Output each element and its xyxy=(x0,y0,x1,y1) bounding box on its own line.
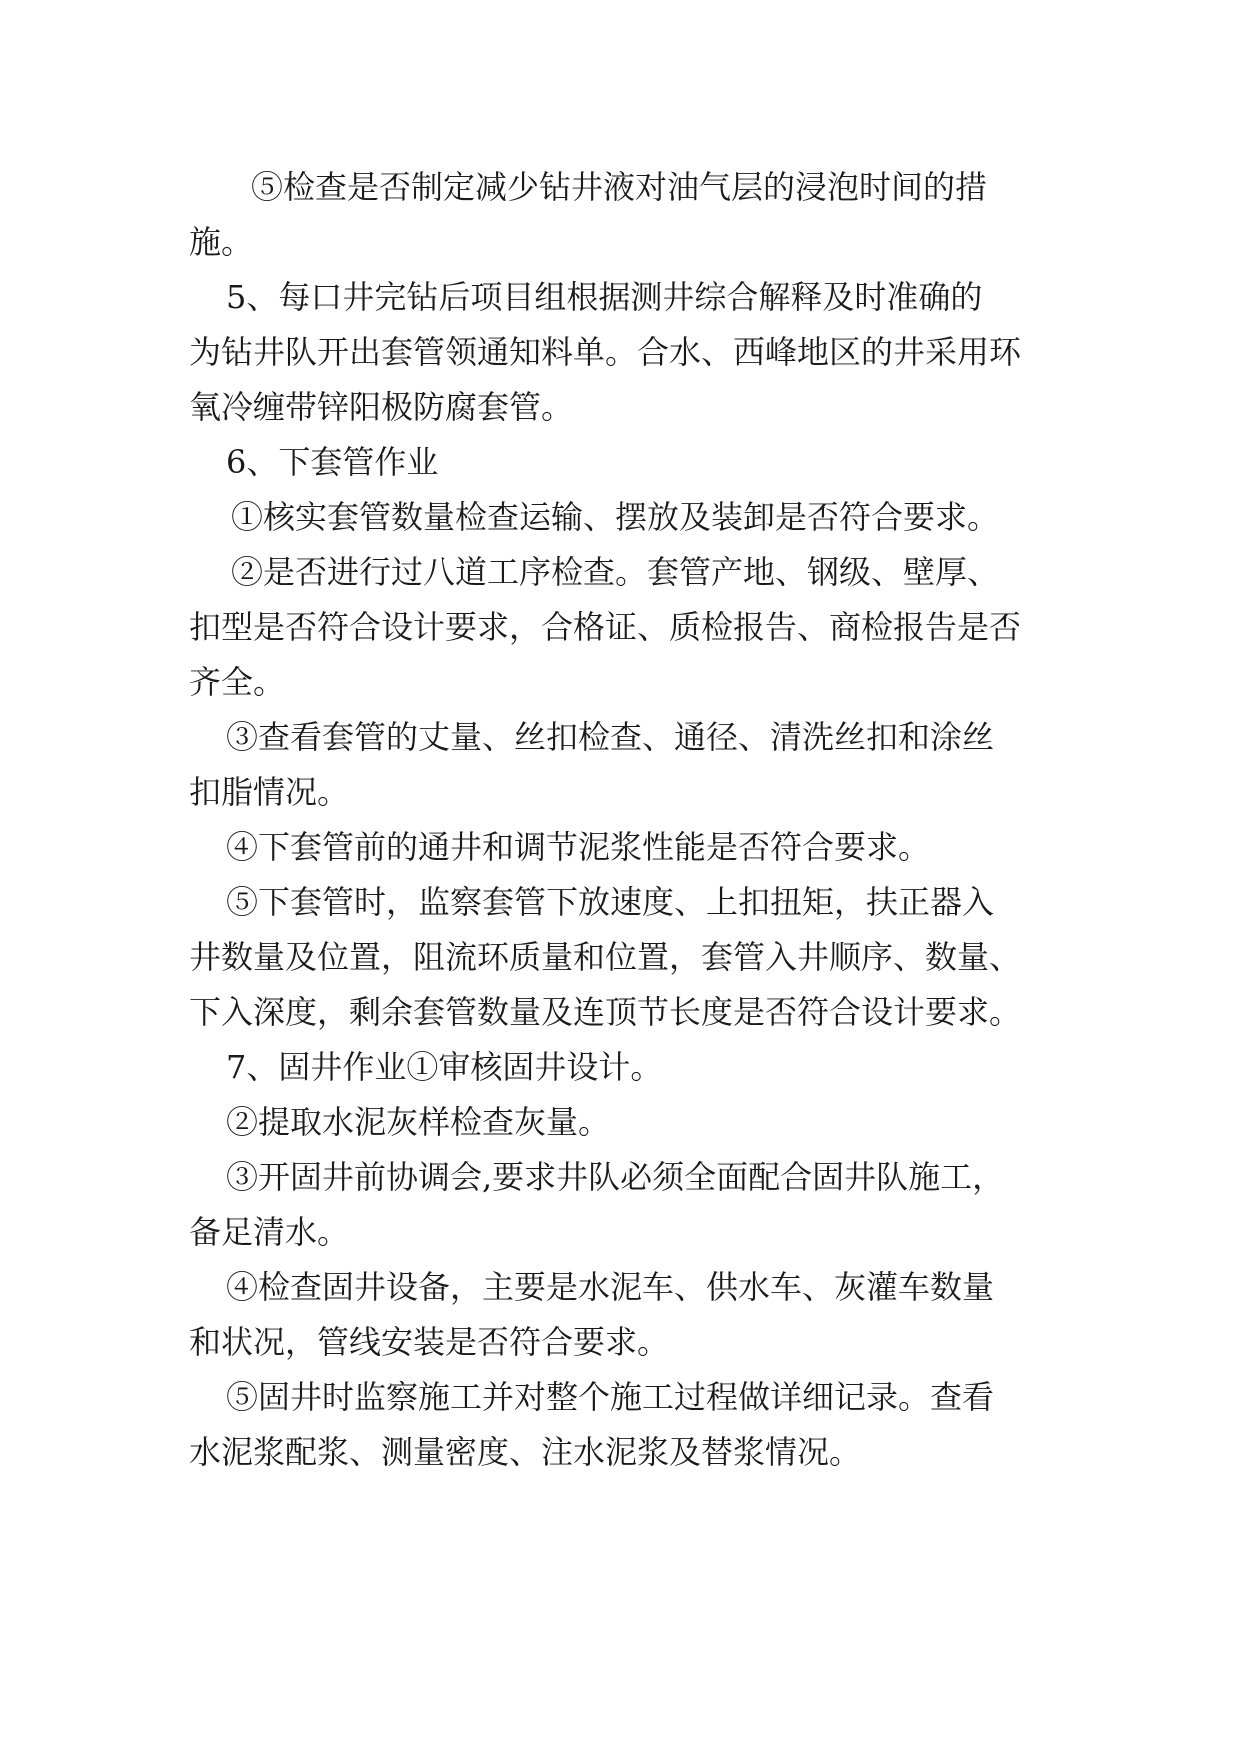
text-line: 施。 xyxy=(189,223,254,261)
text-line: 扣型是否符合设计要求，合格证、质检报告、商检报告是否 xyxy=(189,608,1022,646)
text-line: ②是否进行过八道工序检查。套管产地、钢级、壁厚、 xyxy=(231,553,1000,591)
text-line: ①核实套管数量检查运输、摆放及装卸是否符合要求。 xyxy=(231,498,1000,536)
text-line: 6、下套管作业 xyxy=(226,443,439,481)
text-line: ⑤检查是否制定减少钻井液对油气层的浸泡时间的措 xyxy=(251,168,988,206)
text-line: 扣脂情况。 xyxy=(189,773,350,811)
text-line: 氧冷缠带锌阳极防腐套管。 xyxy=(189,388,574,426)
text-line: 备足清水。 xyxy=(189,1213,350,1251)
text-line: 水泥浆配浆、测量密度、注水泥浆及替浆情况。 xyxy=(189,1433,862,1471)
text-line: ⑤固井时监察施工并对整个施工过程做详细记录。查看 xyxy=(226,1378,995,1416)
text-line: ②提取水泥灰样检查灰量。 xyxy=(226,1103,611,1141)
text-line: 5、每口井完钻后项目组根据测井综合解释及时准确的 xyxy=(226,278,983,316)
text-line: 下入深度，剩余套管数量及连顶节长度是否符合设计要求。 xyxy=(189,993,1022,1031)
text-line: ③开固井前协调会,要求井队必须全面配合固井队施工， xyxy=(226,1158,1005,1196)
text-line: ④检查固井设备，主要是水泥车、供水车、灰灌车数量 xyxy=(226,1268,995,1306)
text-line: ⑤下套管时，监察套管下放速度、上扣扭矩，扶正器入 xyxy=(226,883,995,921)
text-line: 7、固井作业①审核固井设计。 xyxy=(226,1048,663,1086)
text-line: 为钻井队开出套管领通知料单。合水、西峰地区的井采用环 xyxy=(189,333,1022,371)
text-line: 井数量及位置，阻流环质量和位置，套管入井顺序、数量、 xyxy=(189,938,1022,976)
text-line: ④下套管前的通井和调节泥浆性能是否符合要求。 xyxy=(226,828,931,866)
text-line: 和状况，管线安装是否符合要求。 xyxy=(189,1323,670,1361)
text-line: ③查看套管的丈量、丝扣检查、通径、清洗丝扣和涂丝 xyxy=(226,718,995,756)
text-line: 齐全。 xyxy=(189,663,286,701)
